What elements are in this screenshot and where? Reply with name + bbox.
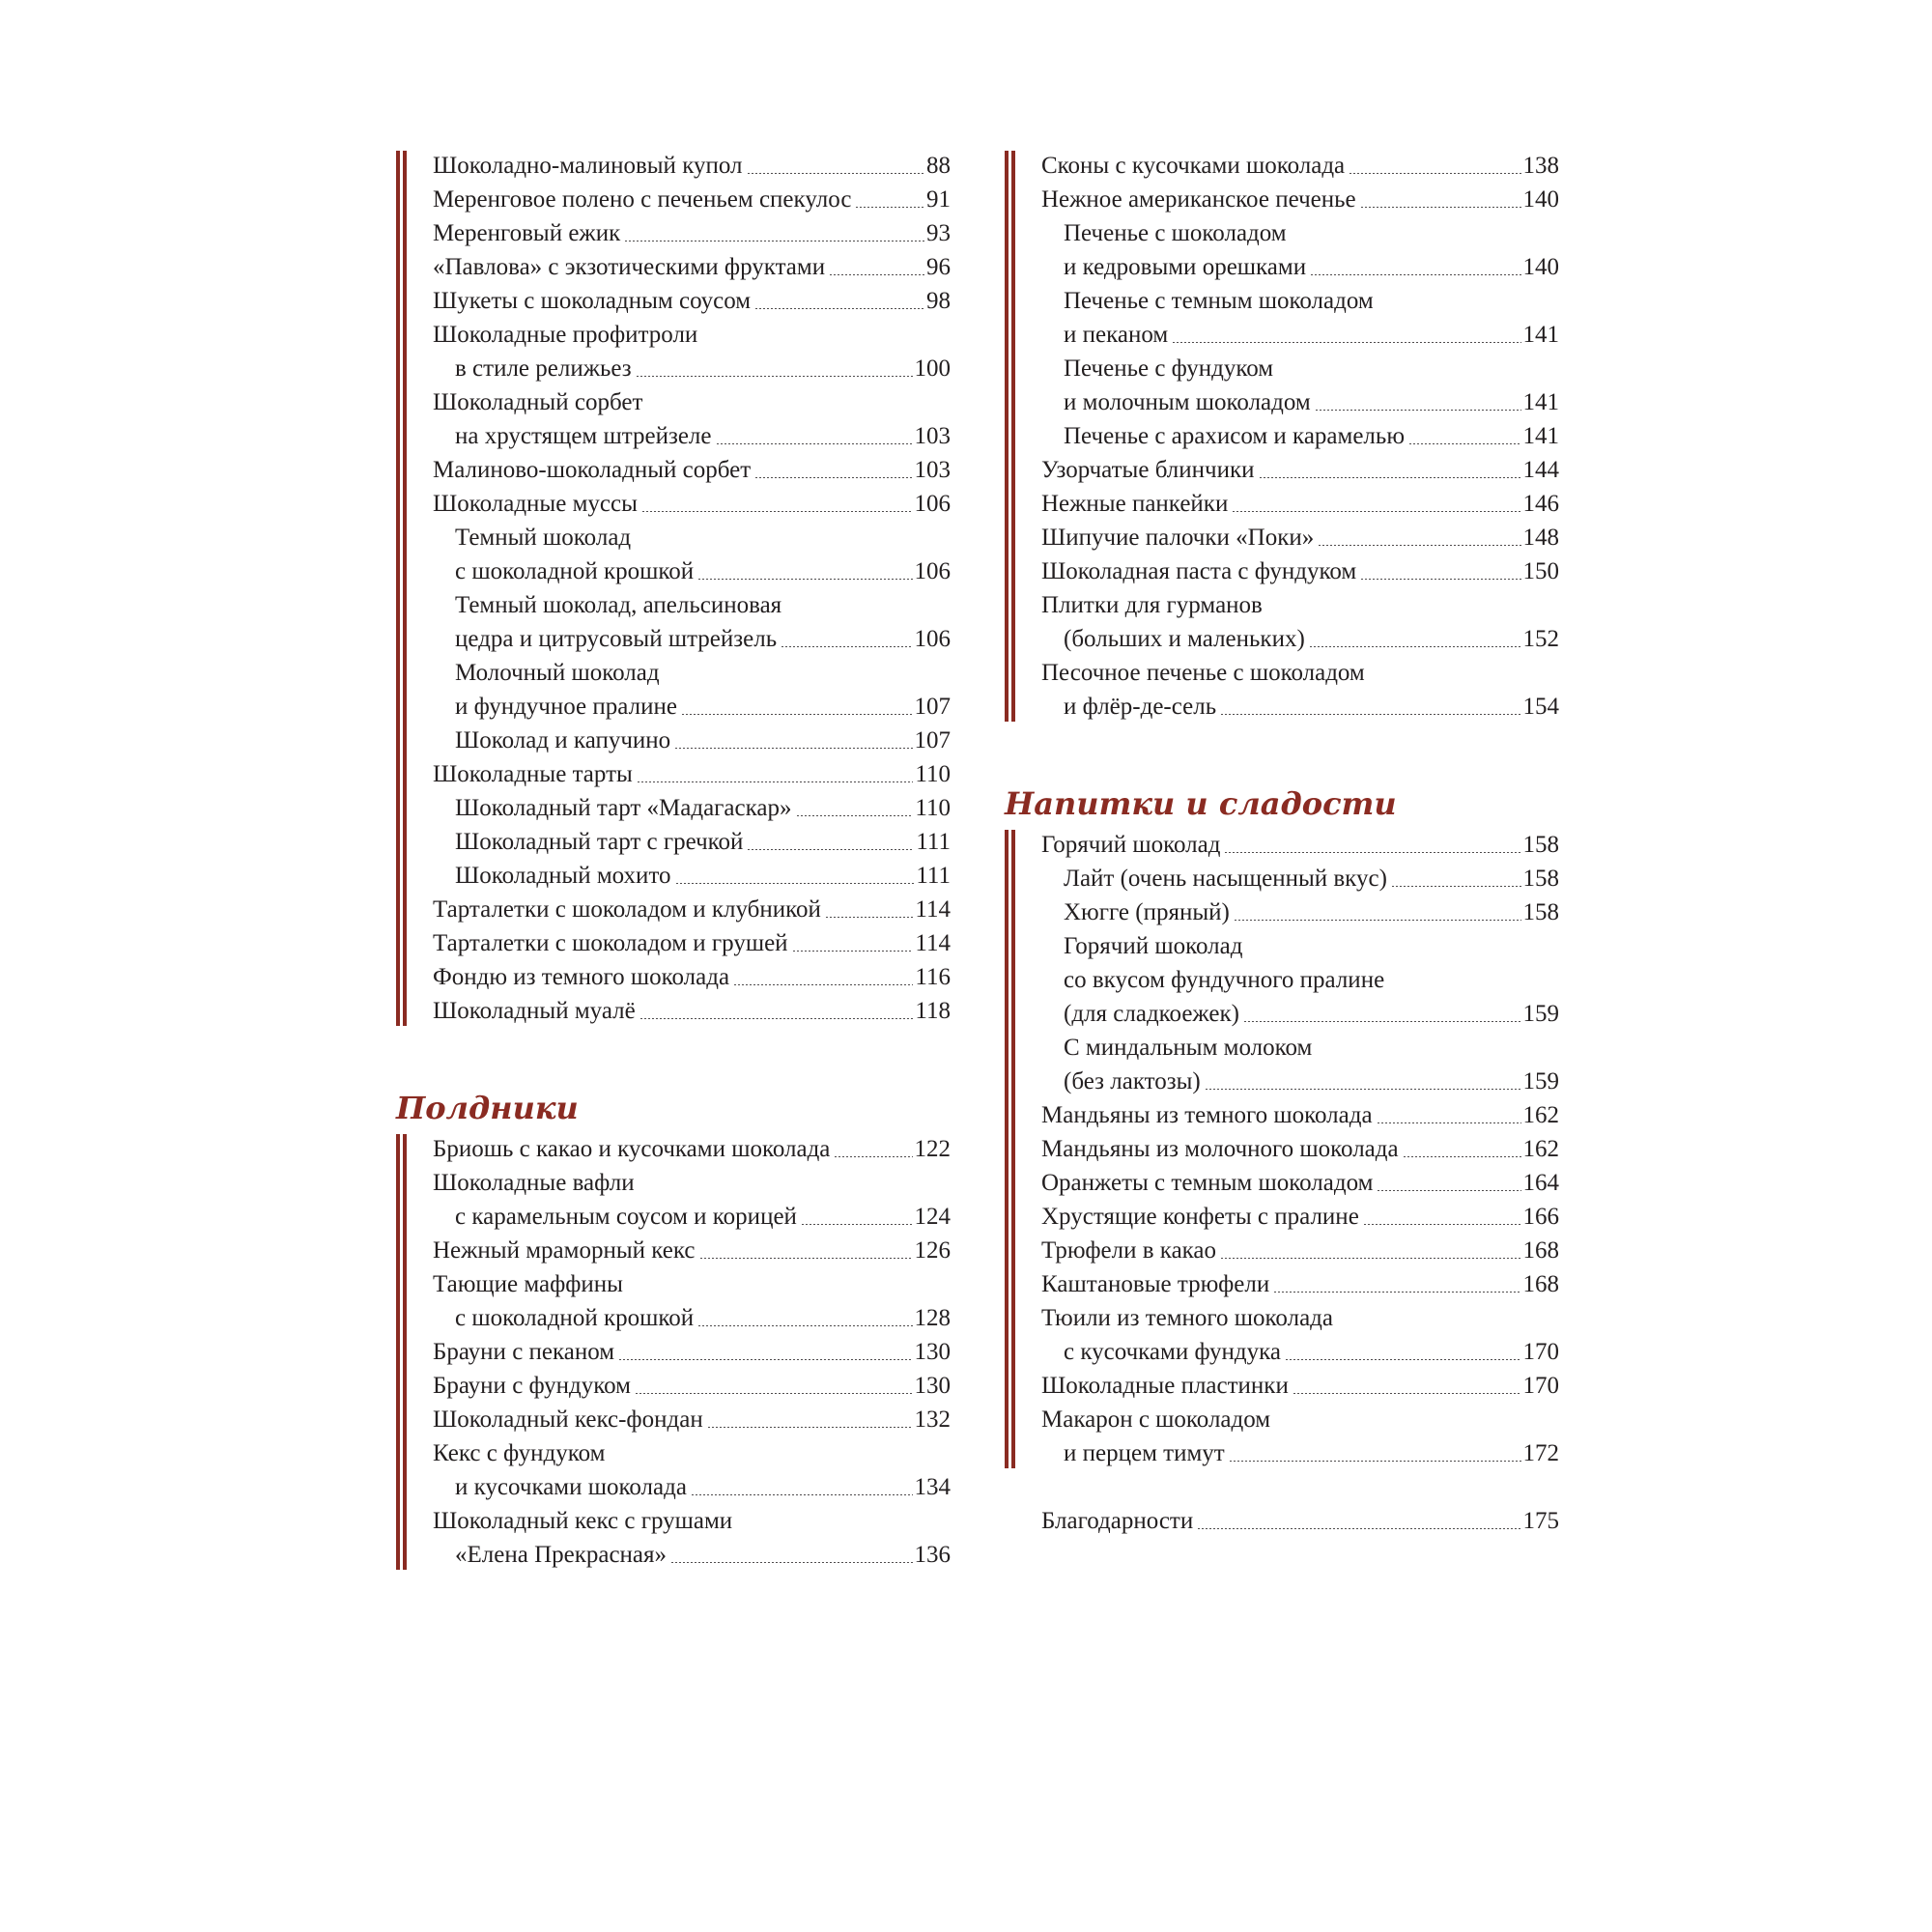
toc-entry[interactable] xyxy=(433,250,951,284)
toc-entry[interactable] xyxy=(433,791,951,825)
toc-entry-title: Хюгге (пряный) xyxy=(1064,899,1230,925)
toc-entry-title: Тающие маффины xyxy=(433,1271,623,1297)
toc-entry-title: Трюфели в какао xyxy=(1041,1237,1217,1264)
toc-entry-page: 175 xyxy=(1522,1508,1559,1534)
toc-entry-page: 168 xyxy=(1522,1237,1559,1264)
toc-entry[interactable] xyxy=(433,1369,951,1403)
toc-entry-page: 140 xyxy=(1522,254,1559,280)
toc-entry-page: 150 xyxy=(1522,558,1559,584)
toc-entry[interactable] xyxy=(1041,1504,1559,1538)
toc-entry-page: 152 xyxy=(1522,626,1559,652)
toc-entry-page: 162 xyxy=(1522,1136,1559,1162)
dot-leader xyxy=(1273,1292,1520,1293)
toc-entry-page: 106 xyxy=(914,558,951,584)
toc-entry[interactable] xyxy=(1041,963,1559,997)
toc-entry-title: и пеканом xyxy=(1064,322,1169,348)
toc-entry[interactable] xyxy=(1041,453,1559,487)
toc-entry[interactable] xyxy=(1041,352,1559,385)
toc-entry[interactable] xyxy=(433,419,951,453)
toc-entry[interactable] xyxy=(433,1166,951,1200)
toc-entry[interactable] xyxy=(433,656,951,690)
toc-entry-title: Тарталетки с шоколадом и клубникой xyxy=(433,896,821,923)
toc-entry[interactable] xyxy=(433,521,951,554)
toc-entry-title: со вкусом фундучного пралине xyxy=(1064,967,1385,993)
toc-entry-page: 159 xyxy=(1522,1068,1559,1094)
toc-entry-title: и кедровыми орешками xyxy=(1064,254,1307,280)
toc-entry[interactable] xyxy=(433,183,951,216)
toc-entry-title: Печенье с фундуком xyxy=(1064,355,1274,382)
dot-leader xyxy=(1360,207,1521,208)
toc-entry-page: 168 xyxy=(1522,1271,1559,1297)
section-bar xyxy=(396,1134,407,1570)
toc-entry[interactable] xyxy=(433,1403,951,1436)
dot-leader xyxy=(1229,1461,1521,1462)
toc-entry-page: 107 xyxy=(914,727,951,753)
toc-entry-title: цедра и цитрусовый штрейзель xyxy=(455,626,778,652)
toc-entry-title: Горячий шоколад xyxy=(1064,933,1243,959)
dot-leader xyxy=(1243,1021,1521,1022)
dot-leader xyxy=(637,781,914,782)
toc-entry[interactable] xyxy=(1041,1301,1559,1335)
dot-leader xyxy=(1310,274,1520,275)
toc-entry-page: 96 xyxy=(926,254,951,280)
dot-leader xyxy=(675,883,915,884)
toc-entry[interactable] xyxy=(433,318,951,352)
toc-entry-title: Малиново-шоколадный сорбет xyxy=(433,457,752,483)
toc-entry-title: Тюили из темного шоколада xyxy=(1041,1305,1333,1331)
toc-entry-page: 141 xyxy=(1522,322,1559,348)
toc-entry[interactable] xyxy=(433,622,951,656)
toc-entry[interactable] xyxy=(1041,1031,1559,1065)
toc-entry[interactable] xyxy=(433,1470,951,1504)
toc-entry-page: 162 xyxy=(1522,1102,1559,1128)
toc-entry[interactable] xyxy=(1041,385,1559,419)
dot-leader xyxy=(1363,1224,1521,1225)
section-heading-drinks: Напитки и сладости xyxy=(1005,785,1397,822)
toc-entry[interactable] xyxy=(1041,690,1559,724)
dot-leader xyxy=(1224,852,1520,853)
toc-entry[interactable] xyxy=(1041,1098,1559,1132)
toc-entry-title: Брауни с фундуком xyxy=(433,1373,631,1399)
toc-entry-title: с шоколадной крошкой xyxy=(455,1305,695,1331)
toc-entry-page: 116 xyxy=(915,964,951,990)
toc-entry-title: в стиле релижьез xyxy=(455,355,632,382)
toc-entry-title: Шоколадные муссы xyxy=(433,491,638,517)
dot-leader xyxy=(1285,1359,1520,1360)
toc-entry-title: Темный шоколад xyxy=(455,525,632,551)
right-column xyxy=(1005,149,1559,1538)
toc-entry-title: с карамельным соусом и корицей xyxy=(455,1204,797,1230)
toc-entry[interactable] xyxy=(1041,1132,1559,1166)
dot-leader xyxy=(618,1359,912,1360)
toc-entry[interactable] xyxy=(1041,1403,1559,1436)
toc-entry-page: 158 xyxy=(1522,899,1559,925)
toc-entry-page: 103 xyxy=(914,457,951,483)
toc-entry-page: 100 xyxy=(914,355,951,382)
toc-entry-page: 130 xyxy=(914,1339,951,1365)
dot-leader xyxy=(670,1562,912,1563)
dot-leader xyxy=(1234,920,1521,921)
toc-section-desserts xyxy=(396,149,951,1028)
dot-leader xyxy=(697,1325,912,1326)
dot-leader xyxy=(733,984,913,985)
toc-entry[interactable] xyxy=(433,385,951,419)
toc-entry-title: с кусочками фундука xyxy=(1064,1339,1282,1365)
toc-entry-title: Шоколадные вафли xyxy=(433,1170,635,1196)
toc-entry[interactable] xyxy=(1041,895,1559,929)
toc-entry[interactable] xyxy=(1041,1267,1559,1301)
toc-entry-page: 141 xyxy=(1522,389,1559,415)
toc-entry-title: Брауни с пеканом xyxy=(433,1339,615,1365)
dot-leader xyxy=(1197,1528,1520,1529)
toc-entry-page: 111 xyxy=(916,829,951,855)
toc-entry[interactable] xyxy=(1041,554,1559,588)
toc-entry-page: 159 xyxy=(1522,1001,1559,1027)
toc-entry[interactable] xyxy=(433,926,951,960)
toc-entry-title: и молочным шоколадом xyxy=(1064,389,1311,415)
toc-entry-title: Шоколадные тарты xyxy=(433,761,633,787)
dot-leader xyxy=(1315,410,1521,411)
toc-entry-title: Благодарности xyxy=(1041,1508,1194,1534)
toc-entry-title: Лайт (очень насыщенный вкус) xyxy=(1064,866,1387,892)
toc-entry-page: 111 xyxy=(916,863,951,889)
toc-entry[interactable] xyxy=(1041,318,1559,352)
dot-leader xyxy=(1172,342,1520,343)
toc-section-drinks-sweets xyxy=(1005,828,1559,1470)
toc-entry-page: 130 xyxy=(914,1373,951,1399)
dot-leader xyxy=(834,1156,912,1157)
toc-entry-title: Шоколадный мохито xyxy=(455,863,671,889)
toc-entry-title: Шоколадный тарт «Мадагаскар» xyxy=(455,795,792,821)
toc-entry[interactable] xyxy=(433,588,951,622)
toc-entry[interactable] xyxy=(433,1132,951,1166)
toc-entry[interactable] xyxy=(1041,1436,1559,1470)
toc-entry[interactable] xyxy=(433,1200,951,1234)
toc-entry-page: 91 xyxy=(926,186,951,213)
toc-entry-title: Оранжеты с темным шоколадом xyxy=(1041,1170,1374,1196)
toc-entry-page: 122 xyxy=(914,1136,951,1162)
toc-entry-page: 114 xyxy=(915,896,951,923)
toc-entry-page: 158 xyxy=(1522,866,1559,892)
toc-entry-title: Печенье с арахисом и карамелью xyxy=(1064,423,1405,449)
toc-entry[interactable] xyxy=(433,690,951,724)
toc-entry[interactable] xyxy=(1041,1369,1559,1403)
dot-leader xyxy=(754,308,924,309)
dot-leader xyxy=(747,849,914,850)
dot-leader xyxy=(825,917,914,918)
left-column xyxy=(396,149,951,1572)
toc-entry[interactable] xyxy=(433,453,951,487)
toc-entry-title: на хрустящем штрейзеле xyxy=(455,423,712,449)
toc-entry-title: Шоколадный муалё xyxy=(433,998,636,1024)
section-heading-polдники: Полдники xyxy=(396,1090,579,1126)
section-bar xyxy=(396,151,407,1026)
toc-entry-title: Макарон с шоколадом xyxy=(1041,1406,1271,1433)
dot-leader xyxy=(855,207,924,208)
dot-leader xyxy=(691,1494,913,1495)
toc-entry-title: Шипучие палочки «Поки» xyxy=(1041,525,1315,551)
toc-entry[interactable] xyxy=(433,352,951,385)
toc-entry-title: Горячий шоколад xyxy=(1041,832,1221,858)
dot-leader xyxy=(674,748,912,749)
toc-entry-title: Узорчатые блинчики xyxy=(1041,457,1255,483)
toc-entry[interactable] xyxy=(1041,216,1559,250)
toc-entry-page: 88 xyxy=(926,153,951,179)
dot-leader xyxy=(781,646,912,647)
toc-entry[interactable] xyxy=(1041,284,1559,318)
dot-leader xyxy=(792,951,914,952)
toc-entry-title: Каштановые трюфели xyxy=(1041,1271,1270,1297)
toc-entry[interactable] xyxy=(1041,487,1559,521)
toc-entry[interactable] xyxy=(433,216,951,250)
dot-leader xyxy=(636,376,913,377)
dot-leader xyxy=(1205,1089,1521,1090)
dot-leader xyxy=(754,477,912,478)
toc-entry-title: Шоколадный кекс-фондан xyxy=(433,1406,703,1433)
toc-entry-title: Кекс с фундуком xyxy=(433,1440,606,1466)
toc-entry-page: 103 xyxy=(914,423,951,449)
toc-entry[interactable] xyxy=(433,487,951,521)
toc-entry[interactable] xyxy=(1041,1166,1559,1200)
toc-entry[interactable] xyxy=(1041,1335,1559,1369)
toc-entry[interactable] xyxy=(1041,521,1559,554)
toc-entry-title: С миндальным молоком xyxy=(1064,1035,1313,1061)
toc-entry[interactable] xyxy=(1041,828,1559,862)
dot-leader xyxy=(1259,477,1521,478)
dot-leader xyxy=(624,241,924,242)
toc-entry-title: Тарталетки с шоколадом и грушей xyxy=(433,930,788,956)
toc-entry-page: 144 xyxy=(1522,457,1559,483)
dot-leader xyxy=(1309,646,1521,647)
toc-entry-title: Шоколадный тарт с гречкой xyxy=(455,829,744,855)
toc-entry-page: 128 xyxy=(914,1305,951,1331)
toc-entry-title: Нежные панкейки xyxy=(1041,491,1229,517)
toc-entry[interactable] xyxy=(433,1234,951,1267)
dot-leader xyxy=(699,1258,913,1259)
toc-entry[interactable] xyxy=(433,1436,951,1470)
toc-entry[interactable] xyxy=(433,994,951,1028)
toc-entry-page: 158 xyxy=(1522,832,1559,858)
toc-entry[interactable] xyxy=(1041,250,1559,284)
toc-entry-title: Сконы с кусочками шоколада xyxy=(1041,153,1346,179)
dot-leader xyxy=(1360,579,1520,580)
toc-entry-title: Меренговый ежик xyxy=(433,220,621,246)
toc-entry-title: Бриошь с какао и кусочками шоколада xyxy=(433,1136,831,1162)
toc-entry[interactable] xyxy=(1041,588,1559,622)
toc-entry[interactable] xyxy=(433,757,951,791)
toc-entry-title: Шоколадный кекс с грушами xyxy=(433,1508,733,1534)
toc-entry-title: (больших и маленьких) xyxy=(1064,626,1305,652)
toc-entry-page: 170 xyxy=(1522,1339,1559,1365)
dot-leader xyxy=(639,1018,914,1019)
toc-entry[interactable] xyxy=(1041,929,1559,963)
toc-entry-page: 126 xyxy=(914,1237,951,1264)
toc-entry[interactable] xyxy=(433,149,951,183)
dot-leader xyxy=(1391,886,1521,887)
toc-entry-title: Мандьяны из молочного шоколада xyxy=(1041,1136,1399,1162)
dot-leader xyxy=(681,714,913,715)
dot-leader xyxy=(1318,545,1520,546)
dot-leader xyxy=(747,173,924,174)
toc-entry-title: Хрустящие конфеты с пралине xyxy=(1041,1204,1359,1230)
dot-leader xyxy=(707,1427,913,1428)
toc-entry-title: Мандьяны из темного шоколада xyxy=(1041,1102,1373,1128)
toc-entry[interactable] xyxy=(1041,1065,1559,1098)
dot-leader xyxy=(1377,1122,1521,1123)
toc-entry[interactable] xyxy=(1041,149,1559,183)
dot-leader xyxy=(1232,511,1520,512)
toc-section-snacks xyxy=(396,1132,951,1572)
toc-entry-title: Печенье с шоколадом xyxy=(1064,220,1287,246)
toc-entry-title: Нежный мраморный кекс xyxy=(433,1237,696,1264)
toc-entry-title: Плитки для гурманов xyxy=(1041,592,1263,618)
toc-entry-title: и перцем тимут xyxy=(1064,1440,1225,1466)
toc-entry-title: Шоколадные пластинки xyxy=(1041,1373,1289,1399)
toc-entry-title: Шоколадные профитроли xyxy=(433,322,698,348)
toc-entry-title: Печенье с темным шоколадом xyxy=(1064,288,1374,314)
toc-entry-page: 170 xyxy=(1522,1373,1559,1399)
toc-entry-page: 140 xyxy=(1522,186,1559,213)
toc-entry-title: Молочный шоколад xyxy=(455,660,660,686)
toc-entry-title: Меренговое полено с печеньем спекулос xyxy=(433,186,852,213)
toc-entry-title: (без лактозы) xyxy=(1064,1068,1201,1094)
toc-entry[interactable] xyxy=(1041,862,1559,895)
toc-section-acknowledgements xyxy=(1005,1504,1559,1538)
dot-leader xyxy=(1403,1156,1521,1157)
toc-entry-title: Шукеты с шоколадным соусом xyxy=(433,288,752,314)
toc-entry-page: 107 xyxy=(914,694,951,720)
dot-leader xyxy=(1220,1258,1520,1259)
dot-leader xyxy=(641,511,913,512)
toc-entry-title: «Елена Прекрасная» xyxy=(455,1542,668,1568)
toc-entry-page: 110 xyxy=(915,761,951,787)
toc-entry-page: 164 xyxy=(1522,1170,1559,1196)
toc-entry-title: и кусочками шоколада xyxy=(455,1474,687,1500)
toc-entry-title: Шоколадный сорбет xyxy=(433,389,643,415)
dot-leader xyxy=(635,1393,913,1394)
toc-entry-title: «Павлова» с экзотическими фруктами xyxy=(433,254,826,280)
toc-entry-title: Нежное американское печенье xyxy=(1041,186,1356,213)
dot-leader xyxy=(1377,1190,1520,1191)
toc-entry[interactable] xyxy=(1041,622,1559,656)
toc-entry-page: 98 xyxy=(926,288,951,314)
toc-entry-title: и флёр-де-сель xyxy=(1064,694,1217,720)
toc-entry[interactable] xyxy=(433,1538,951,1572)
toc-entry[interactable] xyxy=(1041,997,1559,1031)
toc-entry-title: (для сладкоежек) xyxy=(1064,1001,1239,1027)
dot-leader xyxy=(1220,714,1520,715)
dot-leader xyxy=(829,274,924,275)
toc-entry-page: 141 xyxy=(1522,423,1559,449)
dot-leader xyxy=(1293,1393,1521,1394)
toc-entry-title: Песочное печенье с шоколадом xyxy=(1041,660,1365,686)
toc-entry-page: 114 xyxy=(915,930,951,956)
section-bar xyxy=(1005,151,1015,722)
toc-entry[interactable] xyxy=(433,554,951,588)
toc-entry[interactable] xyxy=(1041,1234,1559,1267)
toc-entry[interactable] xyxy=(1041,656,1559,690)
toc-entry-title: Шоколадная паста с фундуком xyxy=(1041,558,1357,584)
toc-entry-page: 106 xyxy=(914,626,951,652)
toc-entry[interactable] xyxy=(433,1301,951,1335)
toc-entry-page: 124 xyxy=(914,1204,951,1230)
toc-entry[interactable] xyxy=(433,1335,951,1369)
toc-entry[interactable] xyxy=(433,960,951,994)
toc-entry[interactable] xyxy=(433,284,951,318)
toc-entry-page: 134 xyxy=(914,1474,951,1500)
toc-entry-page: 166 xyxy=(1522,1204,1559,1230)
toc-entry-page: 146 xyxy=(1522,491,1559,517)
dot-leader xyxy=(697,579,912,580)
toc-entry-page: 154 xyxy=(1522,694,1559,720)
toc-entry-page: 136 xyxy=(914,1542,951,1568)
dot-leader xyxy=(1349,173,1520,174)
toc-entry[interactable] xyxy=(1041,1200,1559,1234)
section-bar xyxy=(1005,830,1015,1468)
toc-entry-page: 148 xyxy=(1522,525,1559,551)
toc-entry-title: и фундучное пралине xyxy=(455,694,677,720)
dot-leader xyxy=(1408,443,1521,444)
toc-entry[interactable] xyxy=(433,1267,951,1301)
toc-entry[interactable] xyxy=(433,724,951,757)
dot-leader xyxy=(716,443,913,444)
toc-section-cookies xyxy=(1005,149,1559,724)
toc-entry-title: Фондю из темного шоколада xyxy=(433,964,730,990)
toc-entry-page: 93 xyxy=(926,220,951,246)
toc-entry-title: Шоколад и капучино xyxy=(455,727,671,753)
toc-entry-page: 106 xyxy=(914,491,951,517)
toc-entry[interactable] xyxy=(1041,419,1559,453)
dot-leader xyxy=(796,815,914,816)
toc-entry-page: 118 xyxy=(915,998,951,1024)
toc-entry[interactable] xyxy=(433,1504,951,1538)
toc-entry-page: 138 xyxy=(1522,153,1559,179)
toc-entry-title: Шоколадно-малиновый купол xyxy=(433,153,743,179)
toc-entry[interactable] xyxy=(1041,183,1559,216)
toc-entry-title: Темный шоколад, апельсиновая xyxy=(455,592,782,618)
toc-entry-title: с шоколадной крошкой xyxy=(455,558,695,584)
toc-entry-page: 132 xyxy=(914,1406,951,1433)
toc-entry[interactable] xyxy=(433,825,951,859)
toc-entry[interactable] xyxy=(433,893,951,926)
toc-entry-page: 172 xyxy=(1522,1440,1559,1466)
dot-leader xyxy=(801,1224,913,1225)
toc-entry-page: 110 xyxy=(915,795,951,821)
toc-entry[interactable] xyxy=(433,859,951,893)
